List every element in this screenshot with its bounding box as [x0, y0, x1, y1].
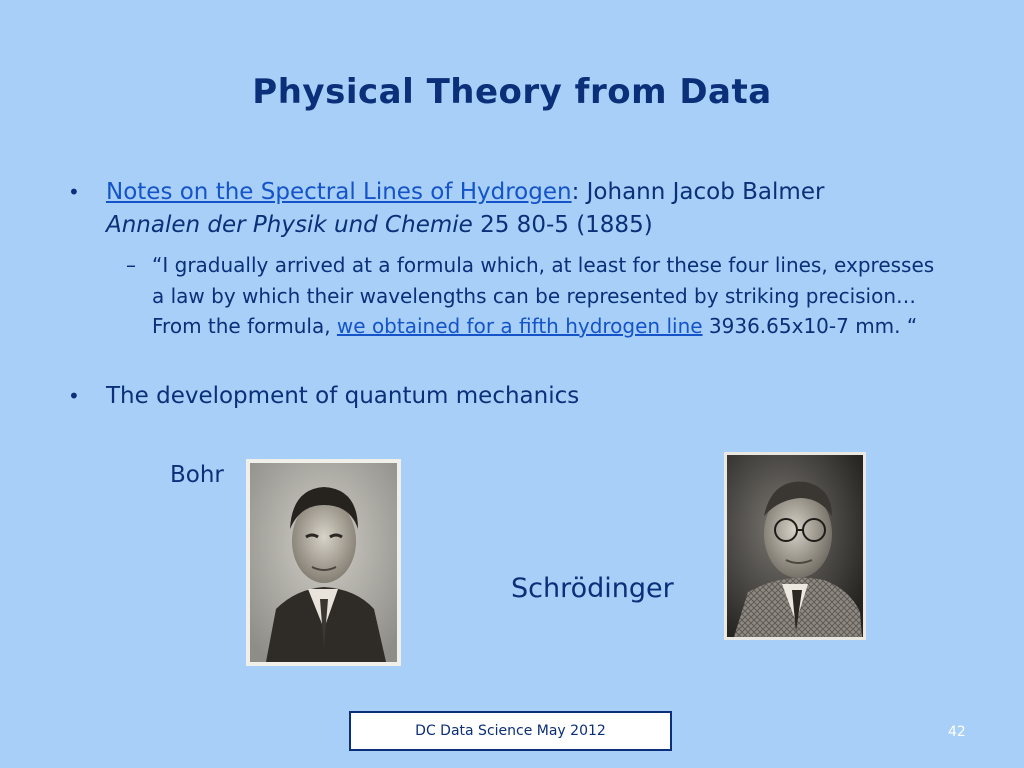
- bullet-quantum: [68, 380, 868, 413]
- bullet-balmer: [68, 176, 968, 242]
- quote-ending: 3936.65x10-7 mm. “: [702, 314, 918, 338]
- bullet-body: [106, 176, 968, 242]
- footer-box: [349, 711, 672, 751]
- bullet-marker: •: [68, 180, 80, 204]
- bullet-marker: •: [68, 384, 80, 408]
- sub-bullet-quote: [126, 250, 946, 342]
- schrodinger-label: Schrödinger: [511, 573, 674, 604]
- schrodinger-portrait-image: [724, 452, 866, 640]
- citation-text: 25 80-5 (1885): [472, 212, 653, 238]
- slide-title: Physical Theory from Data: [252, 72, 772, 112]
- balmer-paper-link[interactable]: Notes on the Spectral Lines of Hydrogen: [106, 179, 572, 205]
- quote-body: [152, 250, 946, 342]
- author-text: : Johann Jacob Balmer: [571, 179, 825, 205]
- bohr-photo: [246, 459, 401, 666]
- quote-text: “I gradually arrived at a formula which, at least for these four lines, expresses a law by which their wavelengths can be represented by striking precision…From the formula,: [152, 253, 935, 338]
- footer-text: DC Data Science May 2012: [415, 723, 606, 739]
- journal-name: Annalen der Physik und Chemie: [106, 212, 473, 238]
- sub-bullet-marker: –: [126, 253, 136, 277]
- page-number: 42: [948, 724, 966, 740]
- bohr-label: Bohr: [170, 462, 224, 488]
- bullet-body: The development of quantum mechanics: [106, 383, 580, 409]
- bohr-portrait-image: [246, 459, 401, 666]
- schrodinger-photo: [724, 452, 866, 640]
- fifth-line-link[interactable]: we obtained for a fifth hydrogen line: [336, 314, 703, 338]
